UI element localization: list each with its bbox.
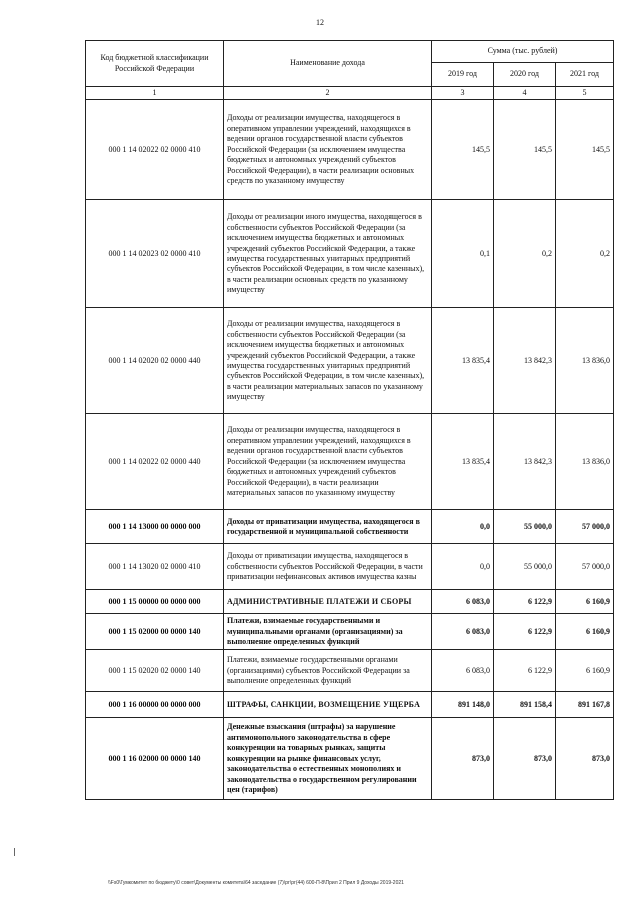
row-code: 000 1 14 13000 00 0000 000	[86, 510, 224, 544]
header-code: Код бюджетной классификации Российской Федерации	[86, 41, 224, 87]
table-row	[86, 510, 614, 544]
column-number: 5	[556, 87, 614, 100]
row-value-2019: 0,1	[432, 200, 494, 308]
row-value-2021: 57 000,0	[556, 544, 614, 590]
row-name: Доходы от приватизации имущества, находящегося в государственной и муниципальной собственности	[224, 510, 432, 544]
row-value-2020: 6 122,9	[494, 614, 556, 650]
row-code: 000 1 14 02020 02 0000 440	[86, 308, 224, 414]
table-row	[86, 200, 614, 308]
page-number: 12	[316, 18, 324, 27]
row-value-2021: 0,2	[556, 200, 614, 308]
row-value-2021: 6 160,9	[556, 590, 614, 614]
table-row	[86, 692, 614, 718]
row-name: Доходы от реализации имущества, находящегося в оперативном управлении учреждений, находящихся в ведении органов государственной власти субъектов Российской Федерации (за исключением имущества бюджетных и автономных учреждений субъектов Российской Федерации), в части реализации материальных запасов по указанному имуществу	[224, 414, 432, 510]
row-value-2021: 145,5	[556, 100, 614, 200]
row-value-2019: 13 835,4	[432, 414, 494, 510]
row-code: 000 1 14 13020 02 0000 410	[86, 544, 224, 590]
row-value-2021: 6 160,9	[556, 614, 614, 650]
column-number: 4	[494, 87, 556, 100]
table-row	[86, 650, 614, 692]
column-number: 1	[86, 87, 224, 100]
row-value-2019: 13 835,4	[432, 308, 494, 414]
header-year-2019: 2019 год	[432, 63, 494, 87]
row-value-2020: 55 000,0	[494, 544, 556, 590]
row-value-2020: 55 000,0	[494, 510, 556, 544]
header-year-2021: 2021 год	[556, 63, 614, 87]
row-value-2019: 6 083,0	[432, 590, 494, 614]
table-row	[86, 414, 614, 510]
row-code: 000 1 14 02023 02 0000 410	[86, 200, 224, 308]
header-year-2020: 2020 год	[494, 63, 556, 87]
row-value-2021: 13 836,0	[556, 414, 614, 510]
row-name: Доходы от приватизации имущества, находящегося в собственности субъектов Российской Федерации, в части приватизации нефинансовых активов имущества казны	[224, 544, 432, 590]
row-value-2019: 0,0	[432, 544, 494, 590]
row-value-2021: 57 000,0	[556, 510, 614, 544]
row-code: 000 1 14 02022 02 0000 410	[86, 100, 224, 200]
row-code: 000 1 14 02022 02 0000 440	[86, 414, 224, 510]
row-value-2020: 873,0	[494, 718, 556, 800]
row-name: ШТРАФЫ, САНКЦИИ, ВОЗМЕЩЕНИЕ УЩЕРБА	[224, 692, 432, 718]
row-value-2020: 6 122,9	[494, 650, 556, 692]
row-code: 000 1 16 00000 00 0000 000	[86, 692, 224, 718]
row-value-2019: 145,5	[432, 100, 494, 200]
table-row	[86, 718, 614, 800]
row-code: 000 1 15 00000 00 0000 000	[86, 590, 224, 614]
row-code: 000 1 15 02000 00 0000 140	[86, 614, 224, 650]
column-number: 2	[224, 87, 432, 100]
row-name: Доходы от реализации имущества, находящегося в собственности субъектов Российской Федерации (за исключением имущества бюджетных и автономных учреждений субъектов Российской Федерации, а также имущества государственных унитарных предприятий субъектов Российской Федерации, в том числе казенных), в части реализации материальных запасов по указанному имуществу	[224, 308, 432, 414]
row-value-2021: 6 160,9	[556, 650, 614, 692]
footer-file-path: \\Fs0\Гумкомитет по бюджету\0 совет\Документы комитета\64 заседание (7)\рг\рг(44) 600-П-8\Прил 2 Прил 9 Доходы 2019-2021	[108, 880, 404, 886]
revenue-table	[85, 40, 614, 800]
row-value-2021: 891 167,8	[556, 692, 614, 718]
row-name: Платежи, взимаемые государственными органами (организациями) субъектов Российской Федерации за выполнение определенных функций	[224, 650, 432, 692]
row-value-2019: 0,0	[432, 510, 494, 544]
row-value-2021: 13 836,0	[556, 308, 614, 414]
column-number: 3	[432, 87, 494, 100]
row-name: Доходы от реализации имущества, находящегося в оперативном управлении учреждений, находящихся в ведении органов государственной власти субъектов Российской Федерации (за исключением имущества бюджетных и автономных учреждений субъектов Российской Федерации), в части реализации основных средств по указанному имуществу	[224, 100, 432, 200]
row-name: Доходы от реализации иного имущества, находящегося в собственности субъектов Российской Федерации (за исключением имущества бюджетных и автономных учреждений субъектов Российской Федерации, а также имущества государственных унитарных предприятий субъектов Российской Федерации, в том числе казенных), в части реализации основных средств по указанному имуществу	[224, 200, 432, 308]
row-value-2020: 0,2	[494, 200, 556, 308]
row-value-2019: 873,0	[432, 718, 494, 800]
row-value-2020: 13 842,3	[494, 414, 556, 510]
row-value-2019: 6 083,0	[432, 614, 494, 650]
table-row	[86, 308, 614, 414]
row-value-2019: 6 083,0	[432, 650, 494, 692]
row-name: АДМИНИСТРАТИВНЫЕ ПЛАТЕЖИ И СБОРЫ	[224, 590, 432, 614]
scan-mark	[14, 848, 15, 856]
row-code: 000 1 16 02000 00 0000 140	[86, 718, 224, 800]
row-value-2020: 6 122,9	[494, 590, 556, 614]
table-row	[86, 614, 614, 650]
row-name: Денежные взыскания (штрафы) за нарушение антимонопольного законодательства в сфере конкуренции на товарных рынках, защиты конкуренции на рынке финансовых услуг, законодательства о естественных монополиях и законодательства о государственном регулировании цен (тарифов)	[224, 718, 432, 800]
row-value-2020: 891 158,4	[494, 692, 556, 718]
header-sum: Сумма (тыс. рублей)	[432, 41, 614, 63]
table-row	[86, 100, 614, 200]
row-code: 000 1 15 02020 02 0000 140	[86, 650, 224, 692]
row-value-2020: 13 842,3	[494, 308, 556, 414]
row-value-2021: 873,0	[556, 718, 614, 800]
row-value-2020: 145,5	[494, 100, 556, 200]
table-row	[86, 590, 614, 614]
row-name: Платежи, взимаемые государственными и муниципальными органами (организациями) за выполнение определенных функций	[224, 614, 432, 650]
header-name: Наименование дохода	[224, 41, 432, 87]
table-row	[86, 544, 614, 590]
row-value-2019: 891 148,0	[432, 692, 494, 718]
